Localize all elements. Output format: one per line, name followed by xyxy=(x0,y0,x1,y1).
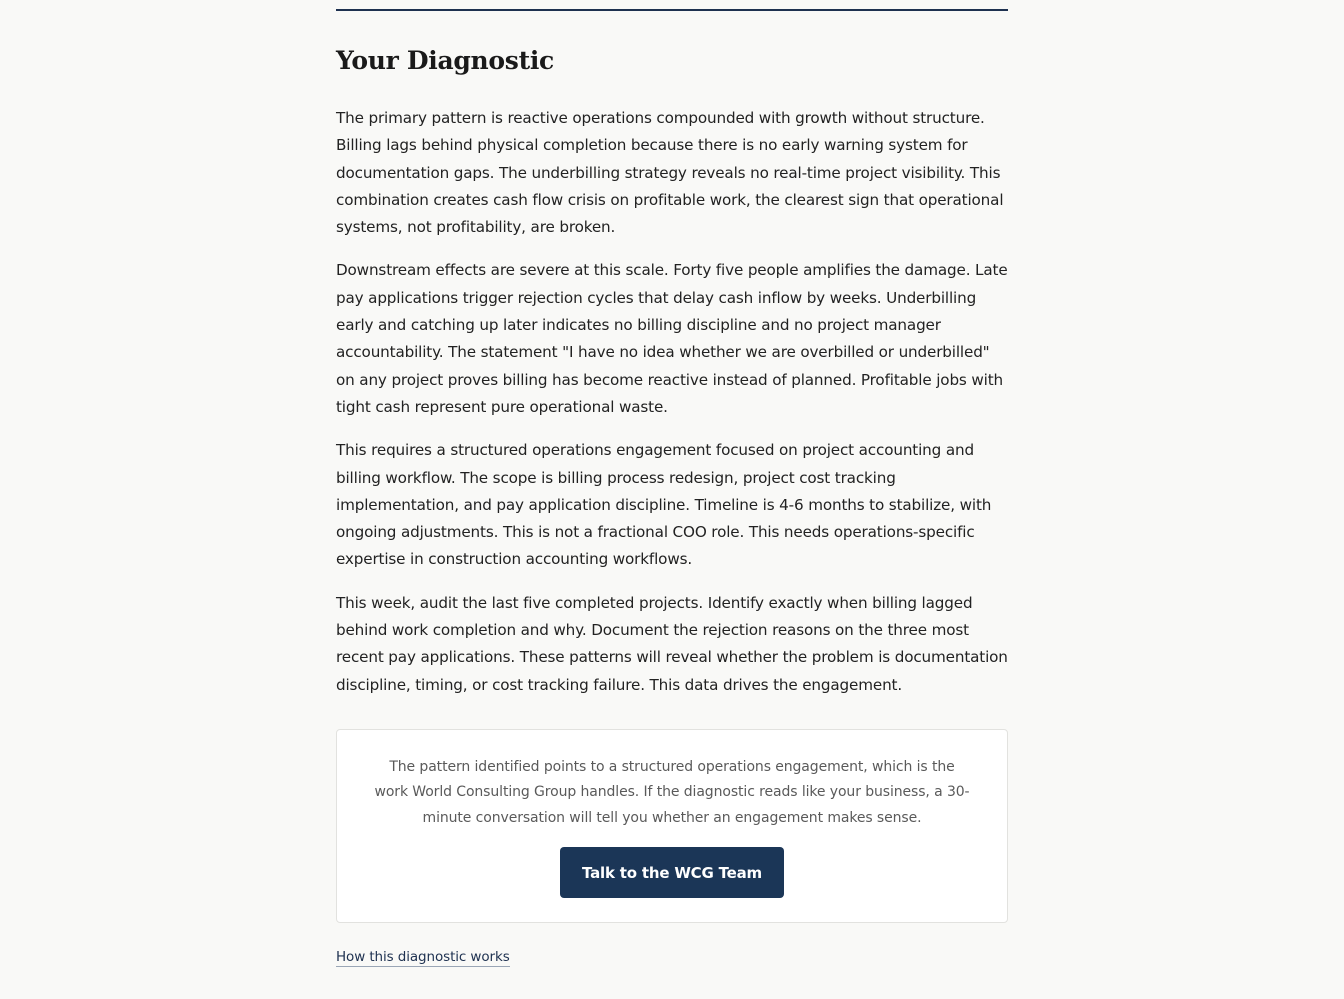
cta-text: The pattern identified points to a structured operations engagement, which is the work World Consulting Group handles. If the diagnostic reads like your business, a 30-minute conversation will tell you whether an engagement makes sense. xyxy=(374,759,970,826)
diagnostic-paragraph: Downstream effects are severe at this scale. Forty five people amplifies the damage. Late pay applications trigger rejection cycles that delay cash inflow by weeks. Underbilling early and catching up later indicates no billing discipline and no project manager accountability. The statement "I have no idea whether we are overbilled or underbilled" on any project proves billing has become reactive instead of planned. Profitable jobs with tight cash represent pure operational waste. xyxy=(336,261,1008,416)
talk-to-team-button[interactable]: Talk to the WCG Team xyxy=(560,847,784,898)
top-divider xyxy=(336,9,1008,11)
diagnostic-paragraph: The primary pattern is reactive operations compounded with growth without structure. Billing lags behind physical completion because there is no early warning system for documentation gaps. The underbilling strategy reveals no real-time project visibility. This combination creates cash flow crisis on profitable work, the clearest sign that operational systems, not profitability, are broken. xyxy=(336,109,1004,237)
how-diagnostic-works-link[interactable]: How this diagnostic works xyxy=(336,949,510,965)
page-title: Your Diagnostic xyxy=(336,46,554,75)
diagnostic-paragraph: This requires a structured operations engagement focused on project accounting and billing workflow. The scope is billing process redesign, project cost tracking implementation, and pay application discipline. Timeline is 4-6 months to stabilize, with ongoing adjustments. This is not a fractional COO role. This needs operations-specific expertise in construction accounting workflows. xyxy=(336,441,992,569)
diagnostic-paragraph: This week, audit the last five completed projects. Identify exactly when billing lagged behind work completion and why. Document the rejection reasons on the three most recent pay applications. These patterns will reveal whether the problem is documentation discipline, timing, or cost tracking failure. This data drives the engagement. xyxy=(336,593,1008,694)
cta-card xyxy=(336,729,1008,923)
diagnostic-body xyxy=(336,105,1008,715)
